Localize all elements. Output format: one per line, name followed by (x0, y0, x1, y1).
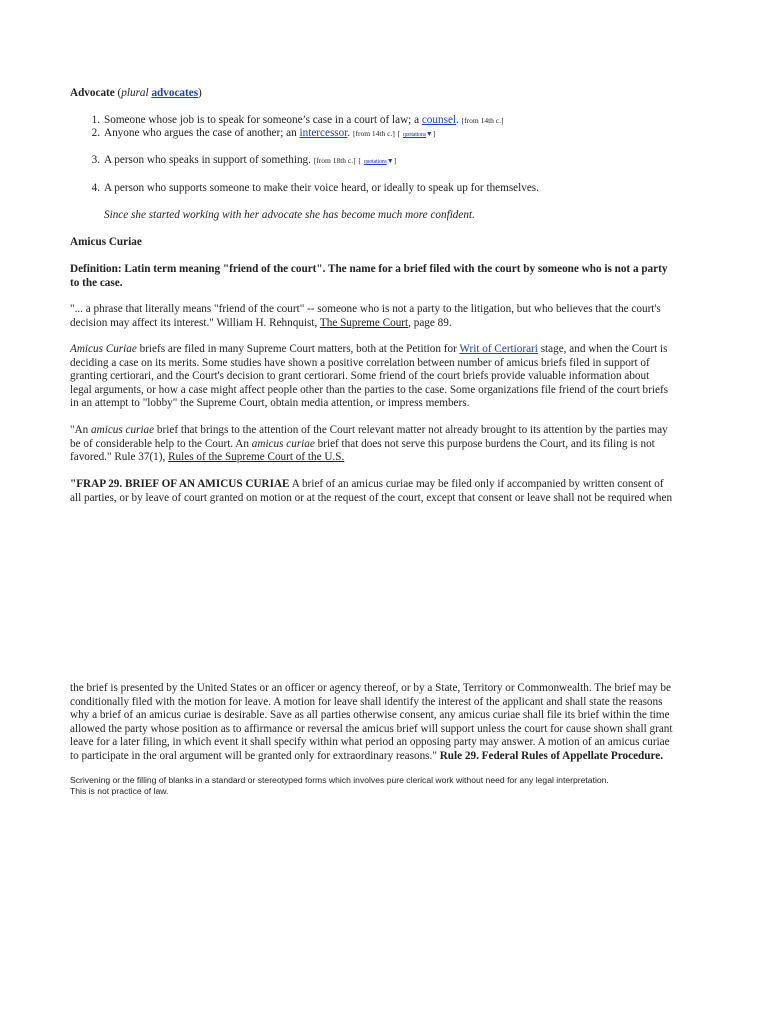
chevron-down-icon[interactable]: ▼ (386, 157, 394, 165)
rule-37-quote: "An amicus curiae brief that brings to the attention of the Court relevant matter not already brought to its attention by the parties may be of considerable help to the Court. An amicus curiae brief that does not serve this purpose burdens the Court, and its filing is not favored." Rule 37(1), Rules of the Supreme Court of the U.S. (70, 424, 668, 464)
sense-2-date: [from 14th c.] (352, 129, 395, 138)
plural-link-advocates[interactable]: advocates (151, 87, 199, 99)
amicus-definition: Definition: Latin term meaning "friend of the court". The name for a brief filed with the court by someone who is not a party to the case. (70, 263, 668, 289)
amicus-briefs-paragraph: Amicus Curiae briefs are filed in many Supreme Court matters, both at the Petition for Writ of Certiorari stage, and when the Court is deciding a case on its merits. Some studies have shown a positive correlation between number of amicus briefs filed in support of granting certiorari, and the Court's decision to grant certiorari. Some friend of the court briefs provide valuable information about legal arguments, or how a case might affect people other than the parties to the case. Some organizations file friend of the court briefs in an attempt to "lobby" the Supreme Court, obtain media attention, or impress members. (70, 343, 669, 410)
sense-3-date: [from 18th c.] (313, 156, 356, 165)
headword: Advocate (70, 87, 115, 99)
link-writ-of-certiorari[interactable]: Writ of Certiorari (459, 343, 538, 355)
amicus-heading: Amicus Curiae (70, 236, 142, 248)
scrivening-note: Scrivening or the filling of blanks in a standard or stereotyped forms which involves pure clerical work without need for any legal interpretation. This is not practice of law. (70, 775, 609, 796)
sense-1: 1. Someone whose job is to speak for someone’s case in a court of law; a counsel. [from 14th c.] (91, 114, 504, 126)
advocate-headword-line: Advocate (plural advocates) (70, 87, 202, 99)
chevron-down-icon[interactable]: ▼ (425, 130, 433, 138)
sense-1-date: [from 14th c.] (461, 116, 504, 125)
link-counsel[interactable]: counsel (421, 114, 457, 126)
sense-3: 3. A person who speaks in support of something. [from 18th c.] [ quotations▼] (91, 154, 397, 166)
sense-2: 2. Anyone who argues the case of another; an intercessor. [from 14th c.] [ quotations▼] (91, 127, 436, 139)
sense-4: 4. A person who supports someone to make their voice heard, or ideally to speak up for themselves. (91, 182, 539, 194)
frap-29-continuation: the brief is presented by the United States or an officer or agency thereof, or by a State, Territory or Commonwealth. The brief may be conditionally filed with the motion for leave. A motion for leave shall identify the interest of the applicant and shall state the reasons why a brief of an amicus curiae is desirable. Save as all parties otherwise consent, any amicus curiae shall file its brief within the time allowed the party whose position as to affirmance or reversal the amicus brief will support unless the court for cause shown shall grant leave for a later filing, in which event it shall specify within what period an opposing party may answer. A motion of an amicus curiae to participate in the oral argument will be granted only for extraordinary reasons." Rule 29. Federal Rules of Appellate Procedure. (70, 682, 673, 762)
book-title: The Supreme Court (319, 316, 409, 329)
rehnquist-quote: "... a phrase that literally means "friend of the court" -- someone who is not a party to the litigation, but who believes that the court's decision may affect its interest." William H. Rehnquist, The Supreme Court, page 89. (70, 303, 661, 329)
frap-29-paragraph: "FRAP 29. BRIEF OF AN AMICUS CURIAE A brief of an amicus curiae may be filed only if accompanied by written consent of all parties, or by leave of court granted on motion or at the request of the court, except that consent or leave shall not be required when (70, 478, 673, 504)
quotations-toggle-sense-2[interactable]: quotations (402, 132, 426, 138)
rules-supreme-court-title: Rules of the Supreme Court of the U.S. (168, 451, 345, 464)
link-intercessor[interactable]: intercessor (299, 127, 348, 139)
quotations-toggle-sense-3[interactable]: quotations (363, 159, 387, 165)
usage-example: Since she started working with her advocate she has become much more confident. (104, 209, 475, 221)
plural-label: plural (121, 87, 149, 99)
